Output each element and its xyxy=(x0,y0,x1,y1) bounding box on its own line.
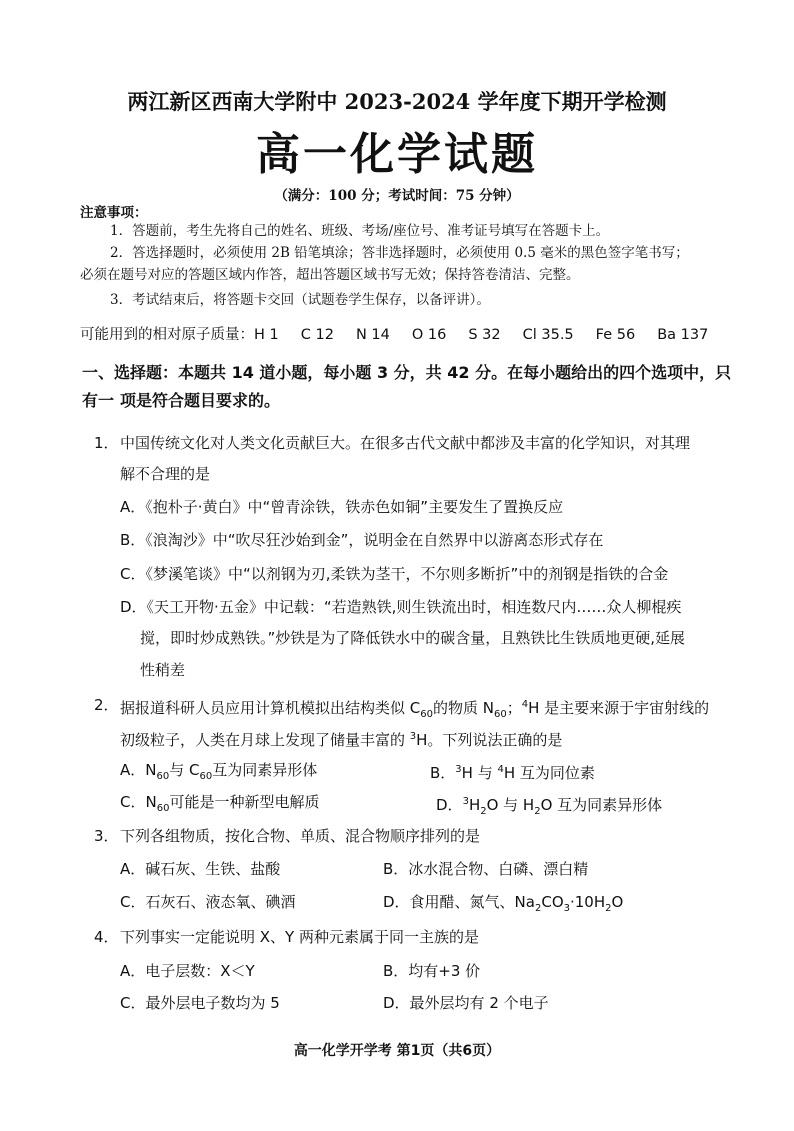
question-stem: 中国传统文化对人类文化贡献巨大。在很多古代文献中都涉及丰富的化学知识，对其理 xyxy=(120,434,691,452)
option-b: B．$^3$H 与 $^4$H 互为同位素 xyxy=(430,764,595,782)
question-stem: 据报道科研人员应用计算机模拟出结构类似 $C_{60}$的物质 $N_{60}$；$^4$H 是主要来源于宇宙射线的 xyxy=(120,699,710,720)
question-number: 2． xyxy=(94,696,119,714)
option-c: C．$N_{60}$可能是一种新型电解质 xyxy=(120,793,320,814)
atomic-mass: Ba 137 xyxy=(657,327,709,343)
option-b: B．冰水混合物、白磷、漂白精 xyxy=(383,860,589,878)
question-stem-cont: 解不合理的是 xyxy=(120,465,211,483)
exam-meta: （满分：100 分；考试时间：75 分钟） xyxy=(274,188,520,204)
question-stem-cont: 初级粒子，人类在月球上发现了储量丰富的 $^3$H。下列说法正确的是 xyxy=(120,731,563,749)
notice-item-2: 2．答选择题时，必须使用 2B 铅笔填涂；答非选择题时，必须使用 0.5 毫米的黑色签字笔书写； xyxy=(110,245,689,261)
atomic-mass: Cl 35.5 xyxy=(522,327,574,343)
notice-item-2-cont: 必须在题号对应的答题区域内作答，超出答题区域书写无效；保持答卷清洁、完整。 xyxy=(80,267,580,283)
option-a: A．电子层数：X＜Y xyxy=(120,962,255,980)
page-footer: 高一化学开学考 第1页（共6页） xyxy=(293,1043,501,1059)
option-d: D．食用醋、氮气、$Na_2CO_3\cdot 10H_2O$ xyxy=(383,893,624,914)
option-c: C．最外层电子数均为 5 xyxy=(120,994,280,1012)
question-stem: 下列各组物质，按化合物、单质、混合物顺序排列的是 xyxy=(120,827,481,845)
question-number: 4． xyxy=(94,928,119,946)
question-number: 3． xyxy=(94,827,119,845)
option-a: A．《抱朴子·黄白》中“曾青涂铁，铁赤色如铜”主要发生了置换反应 xyxy=(120,498,564,516)
atomic-mass: O 16 xyxy=(411,327,447,343)
atomic-mass: N 14 xyxy=(355,327,390,343)
notice-heading: 注意事项： xyxy=(80,205,148,221)
option-b: B．均有+3 价 xyxy=(383,962,481,980)
question-number: 1． xyxy=(94,434,119,452)
notice-item-3: 3．考试结束后，将答题卡交回（试题卷学生保存，以备评讲）。 xyxy=(110,292,490,308)
option-d: D．$^3H_2O$ 与 $H_2O$ 互为同素异形体 xyxy=(436,796,663,817)
question-stem: 下列事实一定能说明 X、Y 两种元素属于同一主族的是 xyxy=(120,928,479,946)
option-d: D．《天工开物·五金》中记载：“若造熟铁,则生铁流出时，相连数尺内……众人柳棍疾 xyxy=(120,598,682,616)
option-d-cont: 性稍差 xyxy=(140,661,186,679)
page-title: 高一化学试题 xyxy=(256,129,538,180)
option-c: C．石灰石、液态氧、碘酒 xyxy=(120,893,296,911)
option-b: B．《浪淘沙》中“吹尽狂沙始到金”，说明金在自然界中以游离态形式存在 xyxy=(120,531,604,549)
option-c: C．《梦溪笔谈》中“以剂钢为刃,柔铁为茎干，不尔则多断折”中的剂钢是指铁的合金 xyxy=(120,565,669,583)
atomic-mass: H 1 xyxy=(254,327,279,343)
school-header: 两江新区西南大学附中 2023-2024 学年度下期开学检测 xyxy=(127,89,667,114)
atomic-mass: Fe 56 xyxy=(595,327,636,343)
atomic-masses xyxy=(80,323,708,344)
atomic-mass: C 12 xyxy=(300,327,334,343)
option-a: A．$N_{60}$与 $C_{60}$互为同素异形体 xyxy=(120,761,318,782)
notice-item-1: 1．答题前，考生先将自己的姓名、班级、考场/座位号、准考证号填写在答题卡上。 xyxy=(110,223,610,239)
atomic-masses-label: 可能用到的相对原子质量： xyxy=(80,327,254,343)
atomic-mass: S 32 xyxy=(468,327,501,343)
option-d-cont: 搅，即时炒成熟铁。”炒铁是为了降低铁水中的碳含量，且熟铁比生铁质地更硬,延展 xyxy=(140,629,686,647)
option-a: A．碱石灰、生铁、盐酸 xyxy=(120,860,281,878)
option-d: D．最外层均有 2 个电子 xyxy=(383,994,549,1012)
section-heading: 一、选择题：本题共 14 道小题，每小题 3 分，共 42 分。在每小题给出的四个选项中，只有一 xyxy=(82,363,732,410)
section-heading-cont: 项是符合题目要求的。 xyxy=(120,391,281,410)
